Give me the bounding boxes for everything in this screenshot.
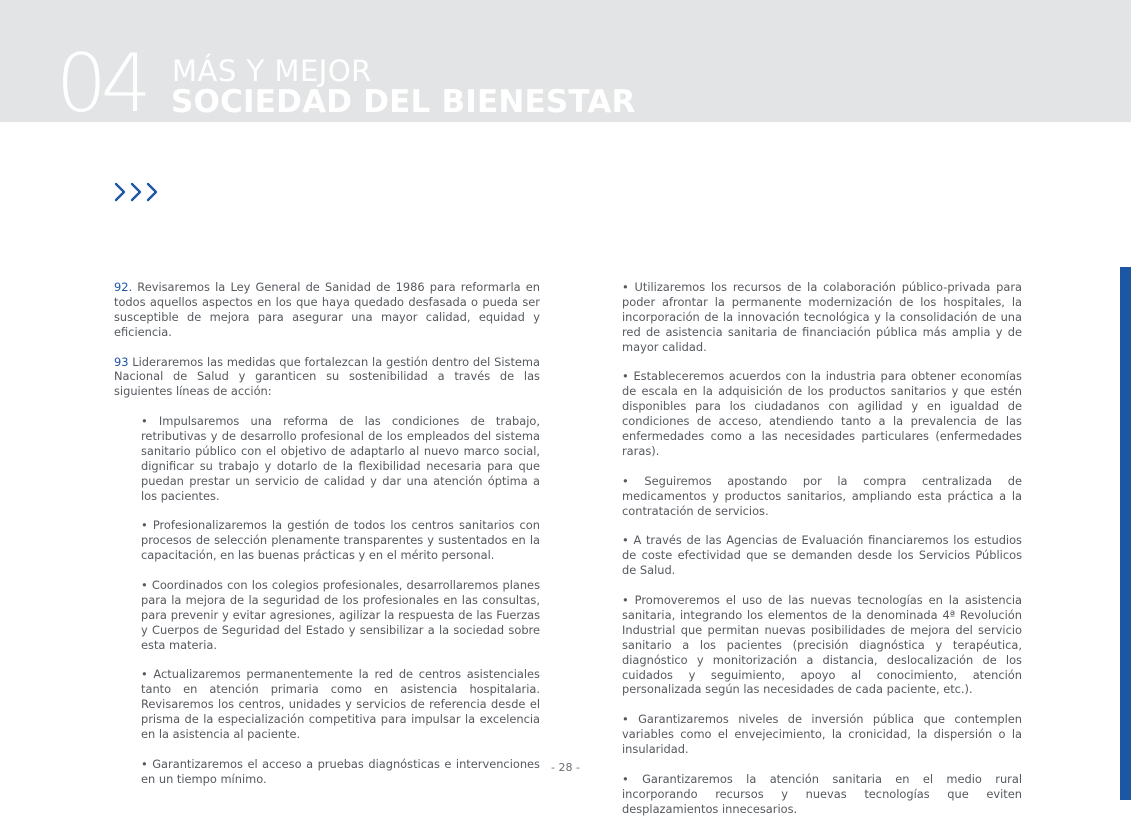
bullet-item: • Profesionalizaremos la gestión de todos los centros sanitarios con procesos de selección plenamente transparentes y sustentados en la capacitación, en las buenas prácticas y en el mérito personal. xyxy=(141,518,540,563)
bullet-item: • Coordinados con los colegios profesionales, desarrollaremos planes para la mejora de la seguridad de los profesionales en las consultas, para prevenir y evitar agresiones, agilizar la respuesta de las Fuerzas y Cuerpos de Seguridad del Estado y sensibilizar a la sociedad sobre esta materia. xyxy=(141,578,540,652)
paragraph-93 xyxy=(114,355,540,400)
paragraph-92 xyxy=(114,280,540,340)
bullet-item: • Seguiremos apostando por la compra centralizada de medicamentos y productos sanitarios, ampliando esta práctica a la contratación de servicios. xyxy=(622,473,1022,518)
bullet-item: • Actualizaremos permanentemente la red de centros asistenciales tanto en atención primaria como en asistencia hospitalaria. Revisaremos los centros, unidades y servicios de referencia desde el prisma de la especialización competitiva para impulsar la excelencia en la asistencia al paciente. xyxy=(141,667,540,742)
bullet-item: • Garantizaremos la atención sanitaria en el medio rural incorporando recursos y nuevas tecnologías que eviten desplazamientos innecesarios. xyxy=(622,771,1022,816)
chapter-title: SOCIEDAD DEL BIENESTAR xyxy=(171,84,636,120)
left-column xyxy=(114,280,540,802)
triple-chevron-right-icon xyxy=(114,181,162,203)
right-column xyxy=(622,280,1022,831)
item-number-93: 93 xyxy=(114,354,129,369)
bullet-item: • Promoveremos el uso de las nuevas tecnologías en la asistencia sanitaria, integrando los elementos de la denominada 4ª Revolución Industrial que permitan nuevas posibilidades de mejora del servicio sanitario a los pacientes (precisión diagnóstica y terapéutica, diagnóstico y monitorización a distancia, deslocalización de los cuidados y seguimiento, apoyo al conocimiento, atención personalizada según las necesidades de cada paciente, etc.). xyxy=(622,592,1022,697)
chapter-number: 04 xyxy=(56,37,146,130)
paragraph-93-text: Lideraremos las medidas que fortalezcan la gestión dentro del Sistema Nacional de Salud y garanticen su sostenibilidad a través de las siguientes líneas de acción: xyxy=(114,354,540,399)
bullet-item: • Utilizaremos los recursos de la colaboración público-privada para poder afrontar la permanente modernización de los hospitales, la incorporación de la innovación tecnológica y la consolidación de una red de asistencia sanitaria de financiación pública más amplia y de mayor calidad. xyxy=(622,280,1022,354)
item-number-92: 92. xyxy=(114,280,133,294)
bullet-item: • Impulsaremos una reforma de las condiciones de trabajo, retributivas y de desarrollo profesional de los empleados del sistema sanitario público con el objetivo de adaptarlo al nuevo marco social, dignificar su trabajo y dotarlo de la flexibilidad necesaria para que puedan prestar un servicio de calidad y dar una atención óptima a los pacientes. xyxy=(141,414,540,503)
bullet-item: • Garantizaremos el acceso a pruebas diagnósticas e intervenciones en un tiempo mínimo. xyxy=(141,756,540,786)
side-accent-bar xyxy=(1120,267,1131,800)
bullet-item: • A través de las Agencias de Evaluación financiaremos los estudios de coste efectividad que se demanden desde los Servicios Públicos de Salud. xyxy=(622,533,1022,578)
bullet-item: • Garantizaremos niveles de inversión pública que contemplen variables como el envejecimiento, la cronicidad, la dispersión o la insularidad. xyxy=(622,712,1022,757)
bullet-item: • Estableceremos acuerdos con la industria para obtener economías de escala en la adquisición de los productos sanitarios y que estén disponibles para los ciudadanos con agilidad y en igualdad de condiciones de acceso, atendiendo tanto a la prevalencia de las enfermedades como a las necesidades particulares (enfermedades raras). xyxy=(622,369,1022,458)
paragraph-92-text: Revisaremos la Ley General de Sanidad de 1986 para reformarla en todos aquellos aspectos en los que haya quedado desfasada o pueda ser susceptible de mejora para asegurar una mayor calidad, equidad y eficiencia. xyxy=(114,280,540,339)
page-number: - 28 - xyxy=(551,761,580,774)
chapter-subtitle: MÁS Y MEJOR xyxy=(172,54,372,88)
